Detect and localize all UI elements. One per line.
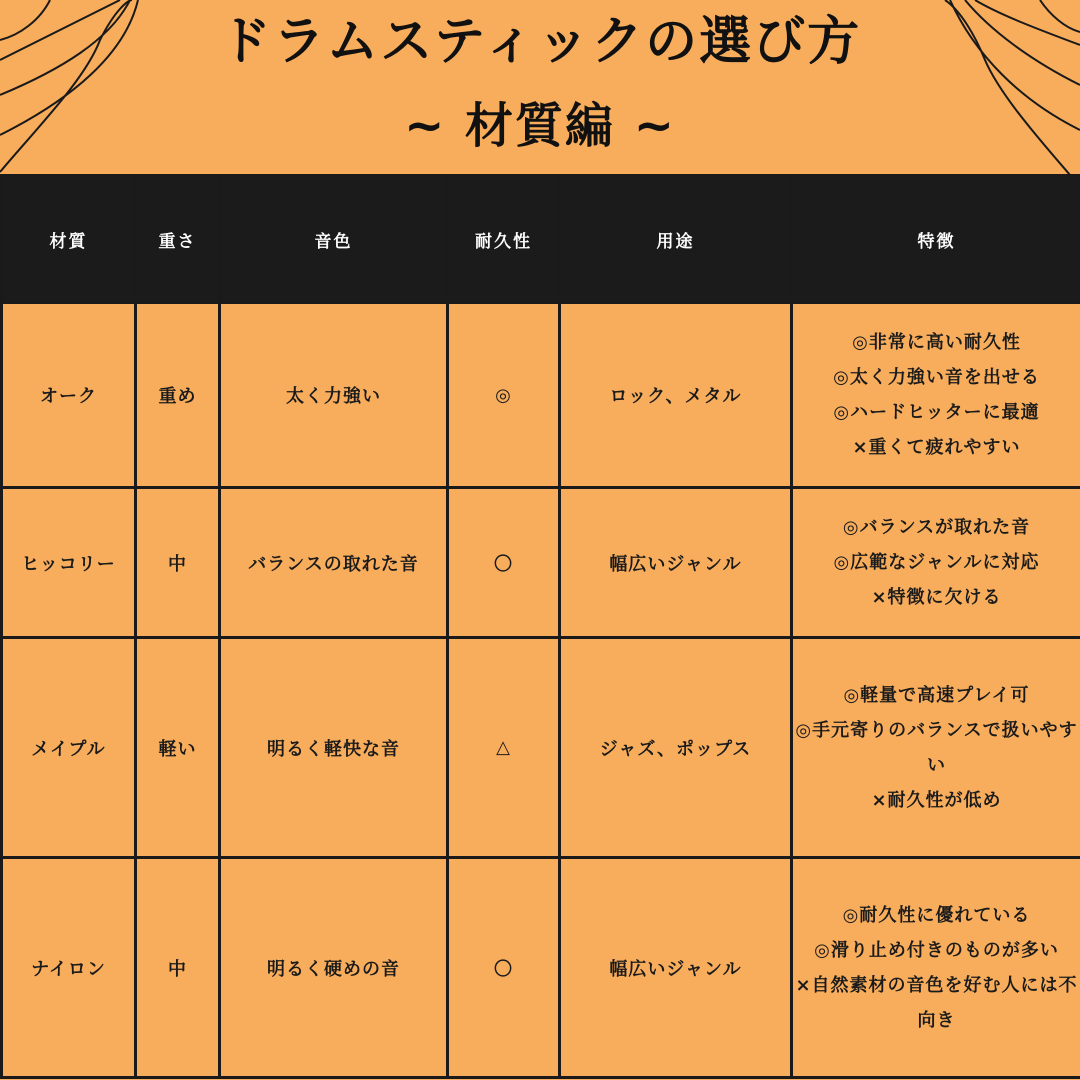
column-header-usage: 用途 — [560, 176, 792, 303]
cell-usage: 幅広いジャンル — [560, 858, 792, 1078]
cell-usage: ジャズ、ポップス — [560, 638, 792, 858]
table-row — [2, 858, 1080, 1078]
cell-features — [792, 638, 1080, 858]
table-row — [2, 638, 1080, 858]
column-header-durability: 耐久性 — [448, 176, 560, 303]
feature-line: ◎耐久性に優れている — [842, 904, 1031, 926]
feature-line: ×重くて疲れやすい — [852, 437, 1021, 458]
cell-weight: 軽い — [136, 638, 220, 858]
table-header-row — [2, 176, 1080, 303]
feature-line: ×耐久性が低め — [871, 789, 1002, 811]
cell-tone: 明るく軽快な音 — [220, 638, 448, 858]
table-row — [2, 303, 1080, 488]
feature-line: ◎ハードヒッターに最適 — [833, 402, 1040, 423]
cell-tone: 明るく硬めの音 — [220, 858, 448, 1078]
cell-features — [792, 488, 1080, 638]
page-subtitle: ~ 材質編 ~ — [404, 98, 676, 154]
cell-material: オーク — [2, 303, 136, 488]
column-header-weight: 重さ — [136, 176, 220, 303]
feature-line: ◎広範なジャンルに対応 — [833, 552, 1040, 573]
page-title: ドラムスティックの選び方 — [218, 12, 862, 72]
cell-durability: △ — [448, 638, 560, 858]
cell-material: ナイロン — [2, 858, 136, 1078]
feature-line: ◎滑り止め付きのものが多い — [814, 939, 1059, 961]
cell-features — [792, 303, 1080, 488]
cell-durability: 〇 — [448, 858, 560, 1078]
cell-usage: ロック、メタル — [560, 303, 792, 488]
cell-weight: 重め — [136, 303, 220, 488]
cell-durability: ◎ — [448, 303, 560, 488]
feature-line: ◎軽量で高速プレイ可 — [843, 684, 1030, 706]
feature-line: ×自然素材の音色を好む人には不向き — [795, 974, 1078, 1031]
feature-line: ◎非常に高い耐久性 — [852, 332, 1021, 353]
cell-tone: 太く力強い — [220, 303, 448, 488]
cell-weight: 中 — [136, 488, 220, 638]
column-header-tone: 音色 — [220, 176, 448, 303]
cell-tone: バランスの取れた音 — [220, 488, 448, 638]
column-header-features: 特徴 — [792, 176, 1080, 303]
table-row — [2, 488, 1080, 638]
column-header-material: 材質 — [2, 176, 136, 303]
feature-line: ×特徴に欠ける — [871, 587, 1002, 608]
cell-features — [792, 858, 1080, 1078]
cell-material: メイプル — [2, 638, 136, 858]
feature-line: ◎太く力強い音を出せる — [833, 367, 1040, 388]
feature-line: ◎手元寄りのバランスで扱いやすい — [795, 719, 1078, 776]
comparison-table — [0, 174, 1080, 1079]
cell-weight: 中 — [136, 858, 220, 1078]
cell-usage: 幅広いジャンル — [560, 488, 792, 638]
feature-line: ◎バランスが取れた音 — [842, 517, 1031, 538]
cell-durability: 〇 — [448, 488, 560, 638]
cell-material: ヒッコリー — [2, 488, 136, 638]
